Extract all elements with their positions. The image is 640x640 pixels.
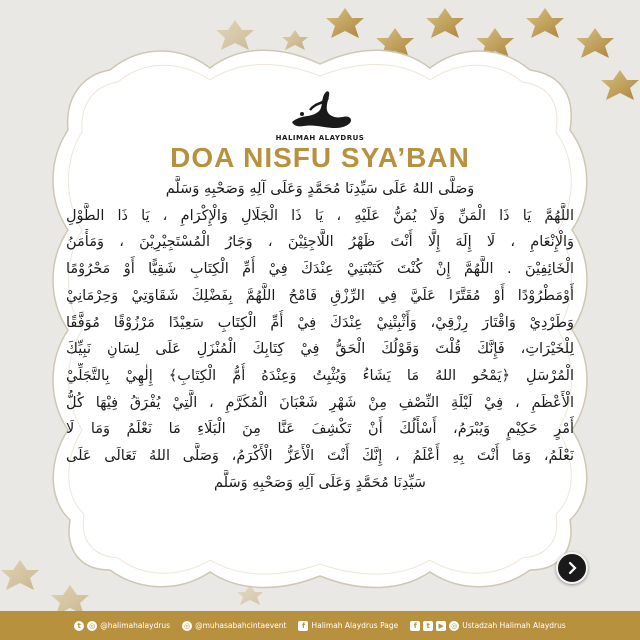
youtube-icon: ▶ [436,621,446,631]
facebook-page[interactable] [298,621,398,631]
twitter-handle: @halimahalaydrus [100,621,171,630]
youtube-name: Ustadzah Halimah Alaydrus [462,621,566,630]
twitter-icon: t [423,621,433,631]
facebook-icon: f [298,621,308,631]
instagram-handle: @muhasabahcintaevent [195,621,287,630]
dua-line: نَعْلَمُ، وَمَا أَنْتَ بِهِ أَعْلَمُ ، إِنَّكَ أَنْتَ الْأَعَزُّ الْأَكْرَمُ، وَصَلَّى اللهُ تَعَالَى عَلَى [66,448,574,465]
dua-line: وَصَلَّى اللهُ عَلَى سَيِّدِنَا مُحَمَّدٍ وَعَلَى آلِهِ وَصَحْبِهِ وَسَلَّم [165,181,475,197]
dua-line: اللَّهُمَّ يَا ذَا الْمَنِّ وَلَا يُمَنُّ عَلَيْهِ ، يَا ذَا الْجَلَالِ وَالْإِكْرَامِ ، يَا ذَا الطَّوْلِ [66,207,574,224]
dua-line: أَوْمَطْرُوْدًا أَوْ مُقَتَّرًا عَلَيَّ فِي الرِّزْقِ فَامْحُ اللَّهُمَّ بِفَضْلِكَ شَقَاوَتِيْ وَحِرْمَانِيْ [66,287,574,304]
twitter-instagram-handles[interactable] [74,621,170,631]
dua-line: سَيِّدِنَا مُحَمَّدٍ وَعَلَى آلِهِ وَصَحْبِهِ وَسَلَّم [214,474,426,491]
dua-line: وَطَرْدِيْ وَاقْتَارَ رِزْقِيْ، وَأَثْبِتْنِيْ عِنْدَكَ فِيْ أُمِّ الْكِتَابِ سَعِيْدًا مَرْزُوْقًا مُوَفَّقًا [66,314,574,331]
instagram-icon: ◎ [184,621,191,630]
chevron-right-icon [565,561,579,575]
next-slide-button[interactable] [556,552,588,584]
dua-line: وَالْإِنْعَامِ ، لَا إِلَهَ إِلَّا أَنْتَ ظَهْرُ اللَّاجِئِيْنَ ، وَجَارُ الْمُسْتَجِيْرِيْنَ ، وَمَأْمَنُ [66,234,574,251]
dua-line: الْخَائِفِيْنَ . اللَّهُمَّ إِنْ كُنْتَ كَتَبْتَنِيْ عِنْدَكَ فِيْ أُمِّ الْكِتَابِ شَقِيًّا أَوْ مَحْرُوْمًا [66,261,574,278]
twitter-icon: t [74,621,84,631]
instagram-event[interactable] [182,621,286,631]
facebook-name: Halimah Alaydrus Page [311,621,399,630]
instagram-icon: ◎ [89,621,96,630]
brand-name: HALIMAH ALAYDRUS [275,134,365,142]
calligraphy-logo [280,84,360,134]
social-footer [0,611,640,640]
dua-line: لِلْخَيْرَاتِ، فَإِنَّكَ قُلْتَ وَقَوْلُكَ الْحَقُّ فِيْ كِتَابِكَ الْمُنْزَلِ عَلَى لِسَانِ نَبِيِّكَ [66,341,574,358]
dua-line: أَمْرٍ حَكِيْمٍ وَيُبْرَمُ، أَسْأَلُكَ أَنْ تَكْشِفَ عَنَّا مِنَ الْبَلَاءِ مَا نَعْلَمُ وَمَا لَا [66,421,574,438]
page-title: DOA NISFU SYA’BAN [170,142,470,173]
facebook-icon: f [410,621,420,631]
dua-text [66,176,574,496]
instagram-icon: ◎ [451,621,458,630]
dua-line: الْمُرْسَلِ ﴿يَمْحُو اللهُ مَا يَشَاءُ وَيُثْبِتُ وَعِنْدَهُ أُمُّ الْكِتَابِ﴾ إِلٰهِيْ بِالتَّجَلِّيْ [66,367,574,384]
dua-line: الْأَعْظَمِ ، فِيْ لَيْلَةِ النِّصْفِ مِنْ شَهْرِ شَعْبَانَ الْمُكَرَّمِ ، الَّتِيْ يُفْرَقُ فِيْهَا كُلُّ [66,394,574,411]
youtube-channel[interactable] [410,621,566,631]
